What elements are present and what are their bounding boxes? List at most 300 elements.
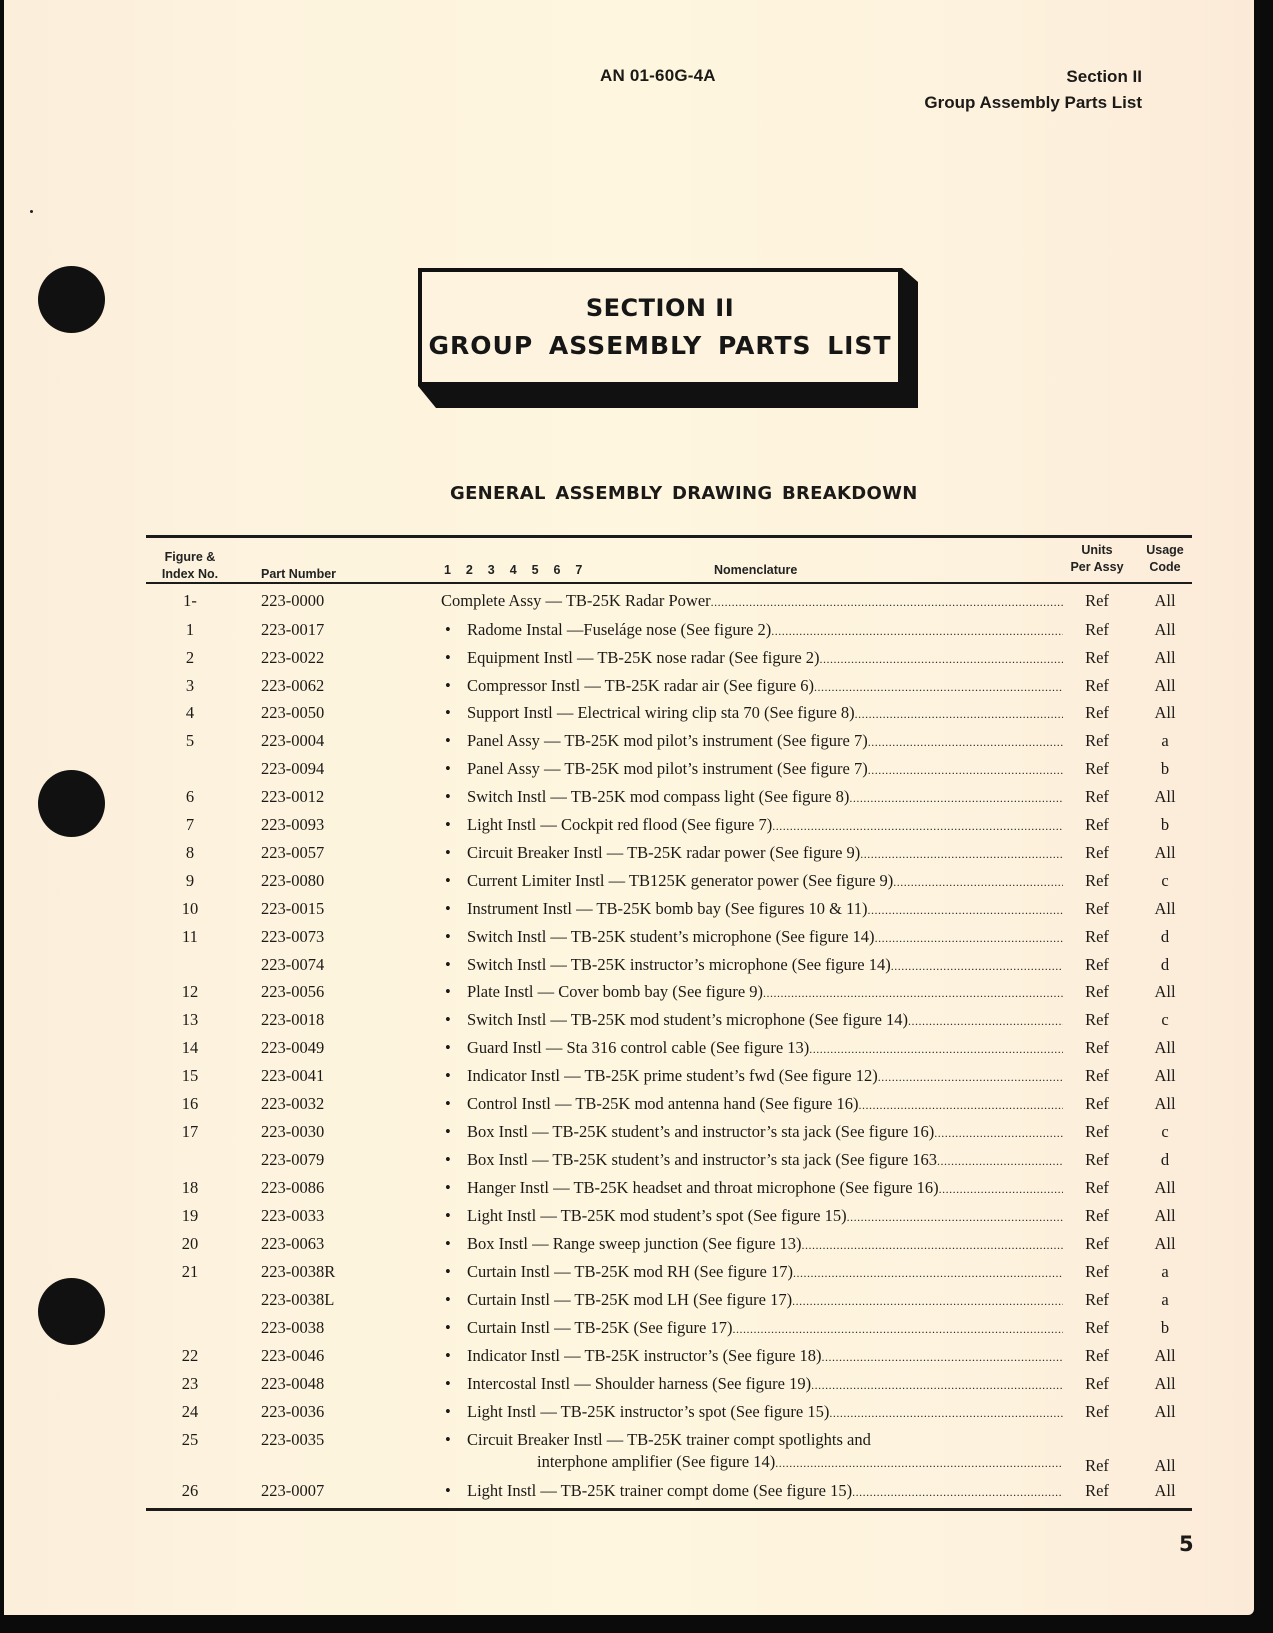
units-per-assy: Ref bbox=[1085, 955, 1109, 974]
figure-index: 10 bbox=[181, 899, 199, 918]
usage-code: All bbox=[1154, 1066, 1176, 1085]
units-per-assy: Ref bbox=[1085, 620, 1109, 639]
units-per-assy: Ref bbox=[1085, 1150, 1109, 1169]
dot-leader bbox=[855, 703, 1063, 723]
dot-leader bbox=[868, 759, 1063, 779]
indent-bullet: • bbox=[445, 1234, 451, 1253]
indent-bullet: • bbox=[445, 1262, 451, 1281]
usage-code: All bbox=[1154, 1234, 1176, 1253]
nomenclature-text: Guard Instl — Sta 316 control cable (See figure 13) bbox=[467, 1038, 810, 1057]
part-number: 223-0073 bbox=[261, 927, 325, 946]
figure-index: 11 bbox=[182, 927, 198, 946]
nomenclature bbox=[441, 1374, 1063, 1394]
units-per-assy: Ref bbox=[1085, 927, 1109, 946]
usage-code: All bbox=[1154, 703, 1176, 722]
figure-index: 16 bbox=[181, 1094, 199, 1113]
usage-code: All bbox=[1154, 1456, 1176, 1475]
nomenclature bbox=[441, 759, 1063, 779]
nomenclature-text: Plate Instl — Cover bomb bay (See figure 9) bbox=[467, 982, 764, 1001]
figure-index: 21 bbox=[181, 1262, 199, 1281]
nomenclature bbox=[441, 1122, 1063, 1142]
table-row bbox=[4, 815, 1254, 842]
table-row bbox=[4, 1481, 1254, 1508]
nomenclature-text: Indicator Instl — TB-25K prime student’s fwd (See figure 12) bbox=[467, 1066, 878, 1085]
nomenclature-text: Light Instl — TB-25K trainer compt dome (See figure 15) bbox=[467, 1481, 853, 1500]
units-per-assy: Ref bbox=[1085, 899, 1109, 918]
nomenclature-text: Instrument Instl — TB-25K bomb bay (See figures 10 & 11) bbox=[467, 899, 868, 918]
indent-bullet: • bbox=[445, 899, 451, 918]
part-number: 223-0046 bbox=[261, 1346, 325, 1365]
dot-leader bbox=[732, 1318, 1063, 1338]
nomenclature-text: Switch Instl — TB-25K student’s microphone (See figure 14) bbox=[467, 927, 875, 946]
document-page bbox=[4, 0, 1254, 1615]
title-heading: GROUP ASSEMBLY PARTS LIST bbox=[428, 331, 892, 360]
nomenclature-text-continued: interphone amplifier (See figure 14) bbox=[537, 1452, 776, 1471]
nomenclature-text: Intercostal Instl — Shoulder harness (See figure 19) bbox=[467, 1374, 812, 1393]
page-number: 5 bbox=[1179, 1532, 1194, 1556]
nomenclature bbox=[441, 1481, 1063, 1501]
table-row bbox=[4, 843, 1254, 870]
part-number: 223-0038R bbox=[261, 1262, 336, 1281]
indent-bullet: • bbox=[445, 815, 451, 834]
part-number: 223-0038L bbox=[261, 1290, 335, 1309]
units-per-assy: Ref bbox=[1085, 731, 1109, 750]
units-per-assy: Ref bbox=[1085, 815, 1109, 834]
table-row bbox=[4, 703, 1254, 730]
nomenclature bbox=[441, 982, 1063, 1002]
dot-leader bbox=[939, 1178, 1063, 1198]
usage-code: All bbox=[1154, 591, 1176, 610]
dot-leader bbox=[763, 982, 1063, 1002]
indent-bullet: • bbox=[445, 759, 451, 778]
nomenclature-text: Light Instl — Cockpit red flood (See figure 7) bbox=[467, 815, 773, 834]
table-row bbox=[4, 1290, 1254, 1317]
dot-leader bbox=[772, 815, 1063, 835]
part-number: 223-0057 bbox=[261, 843, 325, 862]
usage-code: All bbox=[1154, 843, 1176, 862]
nomenclature bbox=[441, 843, 1063, 863]
indent-bullet: • bbox=[445, 1178, 451, 1197]
units-per-assy: Ref bbox=[1085, 1206, 1109, 1225]
nomenclature bbox=[441, 1010, 1063, 1030]
usage-code: c bbox=[1161, 871, 1169, 890]
title-box-frame bbox=[418, 268, 902, 386]
part-number: 223-0036 bbox=[261, 1402, 325, 1421]
dot-leader bbox=[875, 927, 1063, 947]
nomenclature bbox=[441, 620, 1063, 640]
indent-bullet: • bbox=[445, 1430, 451, 1449]
units-per-assy: Ref bbox=[1085, 1456, 1109, 1475]
table-row bbox=[4, 1122, 1254, 1149]
figure-index: 22 bbox=[181, 1346, 199, 1365]
usage-code: All bbox=[1154, 1481, 1176, 1500]
table-row bbox=[4, 1234, 1254, 1261]
dot-leader bbox=[891, 955, 1063, 975]
usage-code: All bbox=[1154, 1206, 1176, 1225]
dot-leader bbox=[893, 871, 1063, 891]
figure-index: 1 bbox=[185, 620, 195, 639]
figure-index: 6 bbox=[185, 787, 195, 806]
dot-leader bbox=[937, 1150, 1063, 1170]
usage-code: All bbox=[1154, 1374, 1176, 1393]
usage-code: All bbox=[1154, 620, 1176, 639]
indent-bullet: • bbox=[445, 1038, 451, 1057]
dot-leader bbox=[868, 731, 1063, 751]
indent-bullet: • bbox=[445, 703, 451, 722]
part-number: 223-0050 bbox=[261, 703, 325, 722]
table-row bbox=[4, 1150, 1254, 1177]
nomenclature bbox=[441, 899, 1063, 919]
nomenclature-text: Curtain Instl — TB-25K (See figure 17) bbox=[467, 1318, 733, 1337]
table-row bbox=[4, 1318, 1254, 1345]
figure-index: 23 bbox=[181, 1374, 199, 1393]
nomenclature bbox=[441, 1234, 1063, 1254]
part-number: 223-0032 bbox=[261, 1094, 325, 1113]
usage-code: All bbox=[1154, 1038, 1176, 1057]
nomenclature bbox=[441, 676, 1063, 696]
table-row bbox=[4, 759, 1254, 786]
nomenclature bbox=[441, 1262, 1063, 1282]
nomenclature-text: Switch Instl — TB-25K instructor’s microphone (See figure 14) bbox=[467, 955, 891, 974]
nomenclature-text: Hanger Instl — TB-25K headset and throat microphone (See figure 16) bbox=[467, 1178, 939, 1197]
nomenclature-text: Box Instl — TB-25K student’s and instructor’s sta jack (See figure 163 bbox=[467, 1150, 938, 1169]
nomenclature-text: Curtain Instl — TB-25K mod LH (See figure 17) bbox=[467, 1290, 793, 1309]
indent-bullet: • bbox=[445, 1481, 451, 1500]
usage-code: d bbox=[1160, 955, 1170, 974]
nomenclature bbox=[441, 703, 1063, 723]
dot-leader bbox=[878, 1066, 1063, 1086]
usage-code: All bbox=[1154, 982, 1176, 1001]
running-header bbox=[924, 64, 1142, 116]
figure-index: 13 bbox=[181, 1010, 199, 1029]
nomenclature-text: Radome Instal —Fuseláge nose (See figure 2) bbox=[467, 620, 772, 639]
nomenclature-text: Switch Instl — TB-25K mod compass light (See figure 8) bbox=[467, 787, 850, 806]
table-top-rule bbox=[146, 535, 1192, 538]
indent-bullet: • bbox=[445, 648, 451, 667]
nomenclature-text: Equipment Instl — TB-25K nose radar (See figure 2) bbox=[467, 648, 820, 667]
indent-bullet: • bbox=[445, 1290, 451, 1309]
indent-bullet: • bbox=[445, 1374, 451, 1393]
figure-index: 7 bbox=[185, 815, 195, 834]
table-row bbox=[4, 1178, 1254, 1205]
indent-bullet: • bbox=[445, 843, 451, 862]
part-number: 223-0018 bbox=[261, 1010, 325, 1029]
part-number: 223-0035 bbox=[261, 1430, 325, 1449]
table-row bbox=[4, 1038, 1254, 1065]
figure-index: 14 bbox=[181, 1038, 199, 1057]
nomenclature bbox=[441, 1038, 1063, 1058]
table-row bbox=[4, 1094, 1254, 1121]
figure-index: 19 bbox=[181, 1206, 199, 1225]
part-number: 223-0093 bbox=[261, 815, 325, 834]
dot-leader bbox=[814, 676, 1063, 696]
part-number: 223-0022 bbox=[261, 648, 325, 667]
indent-bullet: • bbox=[445, 955, 451, 974]
nomenclature-text: Switch Instl — TB-25K mod student’s microphone (See figure 14) bbox=[467, 1010, 909, 1029]
dot-leader bbox=[711, 591, 1063, 611]
part-number: 223-0079 bbox=[261, 1150, 325, 1169]
table-row bbox=[4, 927, 1254, 954]
usage-code: All bbox=[1154, 899, 1176, 918]
nomenclature bbox=[441, 815, 1063, 835]
usage-code: a bbox=[1161, 731, 1169, 750]
dot-leader bbox=[908, 1010, 1063, 1030]
nomenclature-text: Light Instl — TB-25K instructor’s spot (See figure 15) bbox=[467, 1402, 830, 1421]
nomenclature bbox=[441, 591, 1063, 611]
indent-bullet: • bbox=[445, 1010, 451, 1029]
table-row bbox=[4, 955, 1254, 982]
indent-bullet: • bbox=[445, 1150, 451, 1169]
col-header-nomenclature: Nomenclature bbox=[714, 563, 798, 577]
units-per-assy: Ref bbox=[1085, 1122, 1109, 1141]
dot-leader bbox=[829, 1402, 1063, 1422]
table-row bbox=[4, 731, 1254, 758]
table-bottom-rule bbox=[146, 1508, 1192, 1511]
part-number: 223-0012 bbox=[261, 787, 325, 806]
section-title-box bbox=[418, 268, 918, 408]
part-number: 223-0080 bbox=[261, 871, 325, 890]
section-label: Section II bbox=[1066, 67, 1142, 86]
figure-index: 9 bbox=[185, 871, 195, 890]
table-row bbox=[4, 1374, 1254, 1401]
figure-index: 18 bbox=[181, 1178, 199, 1197]
nomenclature bbox=[441, 1290, 1063, 1310]
dot-leader bbox=[822, 1346, 1063, 1366]
usage-code: All bbox=[1154, 1346, 1176, 1365]
units-per-assy: Ref bbox=[1085, 787, 1109, 806]
table-row bbox=[4, 787, 1254, 814]
figure-index: 3 bbox=[185, 676, 195, 695]
binder-hole-top bbox=[38, 266, 105, 333]
figure-index: 25 bbox=[181, 1430, 199, 1449]
table-row bbox=[4, 899, 1254, 926]
part-number: 223-0094 bbox=[261, 759, 325, 778]
table-row bbox=[4, 676, 1254, 703]
indent-bullet: • bbox=[445, 1094, 451, 1113]
col-header-part-number: Part Number bbox=[261, 567, 337, 581]
indent-bullet: • bbox=[445, 927, 451, 946]
usage-code: c bbox=[1161, 1010, 1169, 1029]
table-row bbox=[4, 1010, 1254, 1037]
units-per-assy: Ref bbox=[1085, 1481, 1109, 1500]
units-per-assy: Ref bbox=[1085, 759, 1109, 778]
table-row bbox=[4, 591, 1254, 618]
part-number: 223-0015 bbox=[261, 899, 325, 918]
table-row bbox=[4, 1402, 1254, 1429]
part-number: 223-0062 bbox=[261, 676, 325, 695]
dot-leader bbox=[849, 787, 1063, 807]
part-number: 223-0004 bbox=[261, 731, 325, 750]
dot-leader bbox=[852, 1481, 1063, 1501]
part-number: 223-0063 bbox=[261, 1234, 325, 1253]
part-number: 223-0038 bbox=[261, 1318, 325, 1337]
nomenclature-text: Box Instl — TB-25K student’s and instructor’s sta jack (See figure 16) bbox=[467, 1122, 935, 1141]
units-per-assy: Ref bbox=[1085, 1178, 1109, 1197]
indent-bullet: • bbox=[445, 1206, 451, 1225]
usage-code: b bbox=[1160, 759, 1170, 778]
usage-code: All bbox=[1154, 1402, 1176, 1421]
scan-speck bbox=[30, 210, 33, 213]
header-rule bbox=[146, 582, 1192, 584]
nomenclature bbox=[441, 648, 1063, 668]
nomenclature-text: Light Instl — TB-25K mod student’s spot (See figure 15) bbox=[467, 1206, 847, 1225]
usage-code: a bbox=[1161, 1262, 1169, 1281]
part-number: 223-0056 bbox=[261, 982, 325, 1001]
units-per-assy: Ref bbox=[1085, 703, 1109, 722]
nomenclature-text: Circuit Breaker Instl — TB-25K radar power (See figure 9) bbox=[467, 843, 861, 862]
indent-bullet: • bbox=[445, 787, 451, 806]
units-per-assy: Ref bbox=[1085, 1038, 1109, 1057]
nomenclature bbox=[441, 1066, 1063, 1086]
usage-code: c bbox=[1161, 1122, 1169, 1141]
part-number: 223-0000 bbox=[261, 591, 325, 610]
nomenclature bbox=[441, 1346, 1063, 1366]
part-number: 223-0074 bbox=[261, 955, 325, 974]
table-row bbox=[4, 648, 1254, 675]
nomenclature bbox=[441, 1178, 1063, 1198]
nomenclature-text: Control Instl — TB-25K mod antenna hand (See figure 16) bbox=[467, 1094, 859, 1113]
table-row bbox=[4, 1066, 1254, 1093]
usage-code: b bbox=[1160, 1318, 1170, 1337]
figure-index: 12 bbox=[181, 982, 199, 1001]
nomenclature-text: Box Instl — Range sweep junction (See figure 13) bbox=[467, 1234, 802, 1253]
table-row bbox=[4, 871, 1254, 898]
figure-index: 4 bbox=[185, 703, 195, 722]
part-number: 223-0086 bbox=[261, 1178, 325, 1197]
units-per-assy: Ref bbox=[1085, 1290, 1109, 1309]
units-per-assy: Ref bbox=[1085, 1318, 1109, 1337]
dot-leader bbox=[802, 1234, 1063, 1254]
units-per-assy: Ref bbox=[1085, 1066, 1109, 1085]
units-per-assy: Ref bbox=[1085, 1346, 1109, 1365]
figure-index: 15 bbox=[181, 1066, 199, 1085]
usage-code: All bbox=[1154, 648, 1176, 667]
dot-leader bbox=[792, 1290, 1063, 1310]
units-per-assy: Ref bbox=[1085, 1234, 1109, 1253]
indent-bullet: • bbox=[445, 1066, 451, 1085]
nomenclature-text: Curtain Instl — TB-25K mod RH (See figure 17) bbox=[467, 1262, 793, 1281]
table-row bbox=[4, 1346, 1254, 1373]
dot-leader bbox=[860, 843, 1063, 863]
dot-leader bbox=[793, 1262, 1063, 1282]
table-row bbox=[4, 982, 1254, 1009]
dot-leader bbox=[820, 648, 1063, 668]
section-title: Group Assembly Parts List bbox=[924, 93, 1142, 112]
figure-index: 8 bbox=[185, 843, 195, 862]
indent-bullet: • bbox=[445, 1318, 451, 1337]
nomenclature bbox=[441, 731, 1063, 751]
part-number: 223-0041 bbox=[261, 1066, 325, 1085]
indent-bullet: • bbox=[445, 1346, 451, 1365]
part-number: 223-0048 bbox=[261, 1374, 325, 1393]
nomenclature-text: Indicator Instl — TB-25K instructor’s (See figure 18) bbox=[467, 1346, 822, 1365]
col-header-index: Figure & Index No. bbox=[161, 550, 219, 581]
nomenclature-text: Current Limiter Instl — TB125K generator power (See figure 9) bbox=[467, 871, 894, 890]
nomenclature bbox=[441, 787, 1063, 807]
units-per-assy: Ref bbox=[1085, 1010, 1109, 1029]
indent-bullet: • bbox=[445, 676, 451, 695]
col-header-usage: Usage Code bbox=[1146, 543, 1184, 574]
table-row bbox=[4, 1430, 1254, 1486]
units-per-assy: Ref bbox=[1085, 982, 1109, 1001]
units-per-assy: Ref bbox=[1085, 871, 1109, 890]
nomenclature bbox=[441, 1150, 1063, 1170]
usage-code: b bbox=[1160, 815, 1170, 834]
part-number: 223-0049 bbox=[261, 1038, 325, 1057]
col-header-indent-levels: 1 2 3 4 5 6 7 bbox=[444, 563, 583, 577]
usage-code: d bbox=[1160, 927, 1170, 946]
usage-code: a bbox=[1161, 1290, 1169, 1309]
figure-index: 24 bbox=[181, 1402, 199, 1421]
dot-leader bbox=[809, 1038, 1063, 1058]
dot-leader bbox=[859, 1094, 1064, 1114]
nomenclature bbox=[441, 871, 1063, 891]
usage-code: All bbox=[1154, 1094, 1176, 1113]
table-row bbox=[4, 1262, 1254, 1289]
nomenclature bbox=[441, 1318, 1063, 1338]
units-per-assy: Ref bbox=[1085, 1402, 1109, 1421]
nomenclature bbox=[441, 927, 1063, 947]
dot-leader bbox=[811, 1374, 1063, 1394]
nomenclature-text: Support Instl — Electrical wiring clip sta 70 (See figure 8) bbox=[467, 703, 855, 722]
dot-leader bbox=[771, 620, 1063, 640]
usage-code: All bbox=[1154, 1178, 1176, 1197]
usage-code: d bbox=[1160, 1150, 1170, 1169]
units-per-assy: Ref bbox=[1085, 1262, 1109, 1281]
units-per-assy: Ref bbox=[1085, 676, 1109, 695]
units-per-assy: Ref bbox=[1085, 1374, 1109, 1393]
dot-leader bbox=[847, 1206, 1063, 1226]
nomenclature bbox=[441, 1402, 1063, 1422]
figure-index: 20 bbox=[181, 1234, 199, 1253]
part-number: 223-0007 bbox=[261, 1481, 325, 1500]
nomenclature-text: Panel Assy — TB-25K mod pilot’s instrument (See figure 7) bbox=[467, 759, 868, 778]
usage-code: All bbox=[1154, 787, 1176, 806]
table-row bbox=[4, 620, 1254, 647]
indent-bullet: • bbox=[445, 1122, 451, 1141]
nomenclature-text: Compressor Instl — TB-25K radar air (See figure 6) bbox=[467, 676, 815, 695]
indent-bullet: • bbox=[445, 1402, 451, 1421]
dot-leader bbox=[868, 899, 1063, 919]
indent-bullet: • bbox=[445, 871, 451, 890]
col-header-units: Units Per Assy bbox=[1070, 543, 1124, 574]
figure-index: 1- bbox=[183, 591, 197, 610]
nomenclature bbox=[441, 1430, 1063, 1482]
part-number: 223-0030 bbox=[261, 1122, 325, 1141]
nomenclature bbox=[441, 1094, 1063, 1114]
figure-index: 17 bbox=[181, 1122, 199, 1141]
nomenclature bbox=[441, 1206, 1063, 1226]
figure-index: 2 bbox=[185, 648, 195, 667]
figure-index: 26 bbox=[181, 1481, 199, 1500]
dot-leader bbox=[775, 1452, 1063, 1472]
units-per-assy: Ref bbox=[1085, 648, 1109, 667]
nomenclature-text: Circuit Breaker Instl — TB-25K trainer compt spotlights and bbox=[467, 1430, 871, 1449]
units-per-assy: Ref bbox=[1085, 591, 1109, 610]
units-per-assy: Ref bbox=[1085, 1094, 1109, 1113]
usage-code: All bbox=[1154, 676, 1176, 695]
dot-leader bbox=[934, 1122, 1063, 1142]
figure-index: 5 bbox=[185, 731, 195, 750]
indent-bullet: • bbox=[445, 620, 451, 639]
nomenclature-text: Complete Assy — TB-25K Radar Power bbox=[441, 591, 711, 610]
part-number: 223-0033 bbox=[261, 1206, 325, 1225]
table-title: GENERAL ASSEMBLY DRAWING BREAKDOWN bbox=[450, 483, 918, 504]
part-number: 223-0017 bbox=[261, 620, 325, 639]
units-per-assy: Ref bbox=[1085, 843, 1109, 862]
indent-bullet: • bbox=[445, 731, 451, 750]
title-section: SECTION II bbox=[585, 294, 735, 322]
